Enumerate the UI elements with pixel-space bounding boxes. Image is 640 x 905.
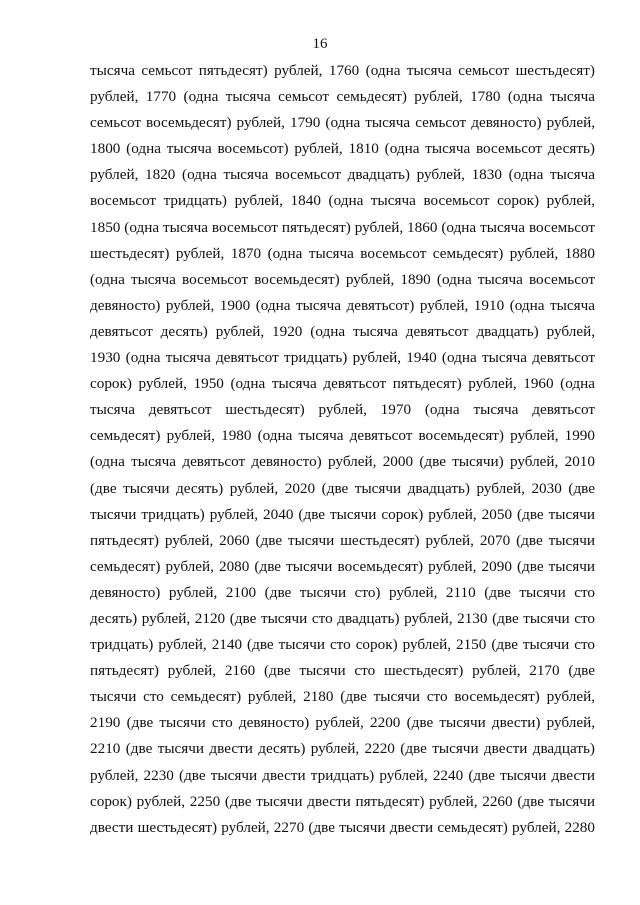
text-line-18: тысячи тридцать) рублей, 2040 (две тысячи сорок) рублей, 2050 (две тысячи — [90, 505, 595, 523]
text-line-20: семьдесят) рублей, 2080 (две тысячи восемьдесят) рублей, 2090 (две тысячи — [90, 557, 595, 575]
text-line-11: девятьсот десять) рублей, 1920 (одна тысяча девятьсот двадцать) рублей, — [90, 322, 595, 340]
text-line-10: девяносто) рублей, 1900 (одна тысяча девятьсот) рублей, 1910 (одна тысяча — [90, 296, 595, 314]
text-line-23: тридцать) рублей, 2140 (две тысячи сто сорок) рублей, 2150 (две тысячи сто — [90, 636, 595, 654]
text-line-15: семьдесят) рублей, 1980 (одна тысяча девятьсот восемьдесят) рублей, 1990 — [90, 427, 595, 445]
body-text — [90, 58, 595, 841]
text-line-5: рублей, 1820 (одна тысяча восемьсот двадцать) рублей, 1830 (одна тысяча — [90, 166, 595, 184]
text-line-8: шестьдесят) рублей, 1870 (одна тысяча восемьсот семьдесят) рублей, 1880 — [90, 244, 595, 262]
text-line-9: (одна тысяча восемьсот восемьдесят) рублей, 1890 (одна тысяча восемьсот — [90, 270, 595, 288]
text-line-22: десять) рублей, 2120 (две тысячи сто двадцать) рублей, 2130 (две тысячи сто — [90, 609, 595, 627]
text-line-3: семьсот восемьдесят) рублей, 1790 (одна тысяча семьсот девяносто) рублей, — [90, 114, 595, 132]
text-line-7: 1850 (одна тысяча восемьсот пятьдесят) рублей, 1860 (одна тысяча восемьсот — [90, 218, 595, 236]
text-line-24: пятьдесят) рублей, 2160 (две тысячи сто шестьдесят) рублей, 2170 (две — [90, 662, 595, 680]
text-line-4: 1800 (одна тысяча восемьсот) рублей, 1810 (одна тысяча восемьсот десять) — [90, 140, 595, 158]
text-line-13: сорок) рублей, 1950 (одна тысяча девятьсот пятьдесят) рублей, 1960 (одна — [90, 375, 595, 393]
text-line-30: двести шестьдесят) рублей, 2270 (две тысячи двести семьдесят) рублей, 2280 — [90, 818, 595, 836]
text-line-28: рублей, 2230 (две тысячи двести тридцать) рублей, 2240 (две тысячи двести — [90, 766, 595, 784]
page-number: 16 — [312, 36, 328, 52]
text-line-16: (одна тысяча девятьсот девяносто) рублей, 2000 (две тысячи) рублей, 2010 — [90, 453, 595, 471]
text-line-6: восемьсот тридцать) рублей, 1840 (одна тысяча восемьсот сорок) рублей, — [90, 192, 595, 210]
text-line-27: 2210 (две тысячи двести десять) рублей, 2220 (две тысячи двести двадцать) — [90, 740, 595, 758]
text-line-25: тысячи сто семьдесят) рублей, 2180 (две тысячи сто восемьдесят) рублей, — [90, 688, 595, 706]
text-line-26: 2190 (две тысячи сто девяносто) рублей, 2200 (две тысячи двести) рублей, — [90, 714, 595, 732]
text-line-12: 1930 (одна тысяча девятьсот тридцать) рублей, 1940 (одна тысяча девятьсот — [90, 349, 595, 367]
text-line-19: пятьдесят) рублей, 2060 (две тысячи шестьдесят) рублей, 2070 (две тысячи — [90, 531, 595, 549]
text-line-1: тысяча семьсот пятьдесят) рублей, 1760 (одна тысяча семьсот шестьдесят) — [90, 62, 595, 79]
text-line-14: тысяча девятьсот шестьдесят) рублей, 1970 (одна тысяча девятьсот — [90, 401, 595, 419]
text-line-21: девяносто) рублей, 2100 (две тысячи сто) рублей, 2110 (две тысячи сто — [90, 583, 595, 601]
text-line-29: сорок) рублей, 2250 (две тысячи двести пятьдесят) рублей, 2260 (две тысячи — [90, 792, 595, 810]
text-line-2: рублей, 1770 (одна тысяча семьсот семьдесят) рублей, 1780 (одна тысяча — [90, 88, 595, 106]
text-line-17: (две тысячи десять) рублей, 2020 (две тысячи двадцать) рублей, 2030 (две — [90, 479, 595, 497]
